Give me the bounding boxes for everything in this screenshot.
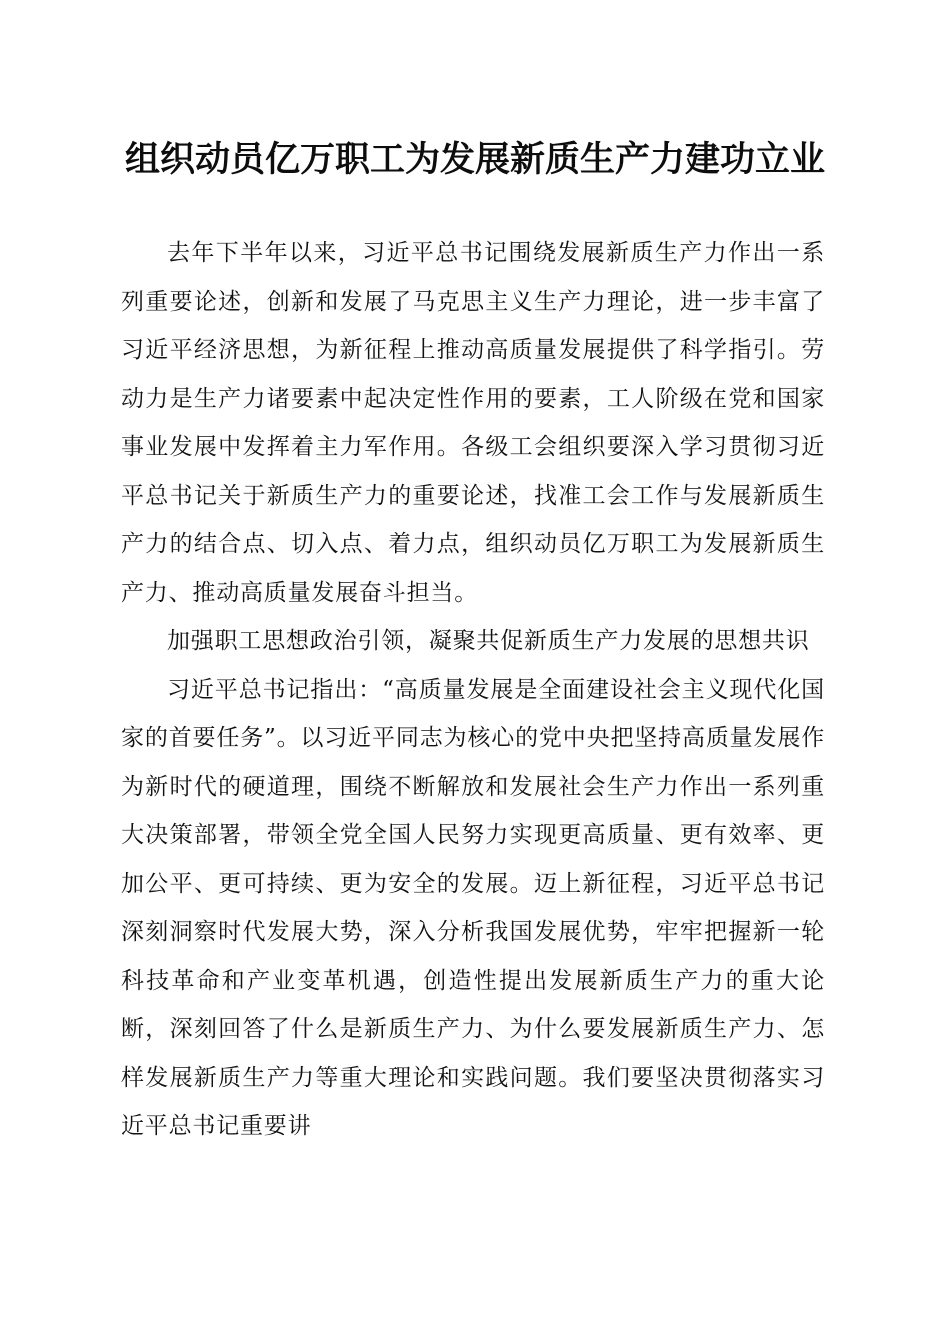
- paragraph-intro: 去年下半年以来，习近平总书记围绕发展新质生产力作出一系列重要论述，创新和发展了马克思主义生产力理论，进一步丰富了习近平经济思想，为新征程上推动高质量发展提供了科学指引。劳动力是生产力诸要素中起决定性作用的要素，工人阶级在党和国家事业发展中发挥着主力军作用。各级工会组织要深入学习贯彻习近平总书记关于新质生产力的重要论述，找准工会工作与发展新质生产力的结合点、切入点、着力点，组织动员亿万职工为发展新质生产力、推动高质量发展奋斗担当。: [121, 240, 825, 606]
- paragraph-section-body: 习近平总书记指出：“高质量发展是全面建设社会主义现代化国家的首要任务”。以习近平同志为核心的党中央把坚持高质量发展作为新时代的硬道理，围绕不断解放和发展社会生产力作出一系列重大决策部署，带领全党全国人民努力实现更高质量、更有效率、更加公平、更可持续、更为安全的发展。迈上新征程，习近平总书记深刻洞察时代发展大势，深入分析我国发展优势，牢牢把握新一轮科技革命和产业变革机遇，创造性提出发展新质生产力的重大论断，深刻回答了什么是新质生产力、为什么要发展新质生产力、怎样发展新质生产力等重大理论和实践问题。我们要坚决贯彻落实习近平总书记重要讲: [121, 676, 825, 1139]
- section-heading: 加强职工思想政治引领，凝聚共促新质生产力发展的思想共识: [167, 628, 810, 654]
- document-title: 组织动员亿万职工为发展新质生产力建功立业: [124, 140, 825, 180]
- document-body: [121, 229, 825, 1151]
